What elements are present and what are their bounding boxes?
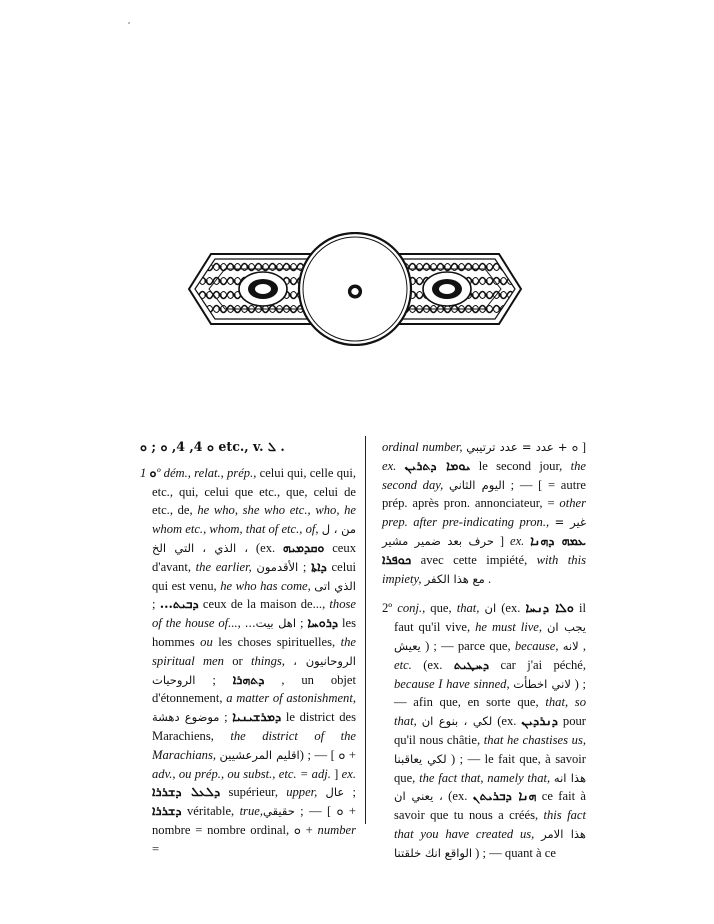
italic-run: because I have sinned, (394, 676, 510, 691)
right-column (382, 438, 586, 863)
italic-run: upper, (286, 785, 318, 800)
text-run: le second jour, (470, 458, 571, 473)
text-run: les choses spirituelles, (212, 634, 341, 649)
italic-run: the spiritual men (152, 634, 356, 668)
syriac-word: ܕܡܪܫܝܢܝܐ (232, 709, 282, 725)
italic-run: dém., relat., prép., (163, 465, 257, 480)
entry-letter: ܘ (149, 464, 157, 480)
syriac-word: ܥܡܗ ܕܗܢܐ ܟܘܦܪܐ (382, 532, 586, 567)
text-run: celui qui est venu, (152, 559, 356, 593)
italic-run: he who, she who etc., who, he whom etc., whom, that of etc., of, (152, 503, 356, 537)
text-run (285, 654, 293, 668)
continuation-body (382, 440, 586, 586)
italic-run: that, so that, (394, 695, 586, 729)
italic-run: other prep. after pre-indicating pron., (382, 496, 586, 530)
arabic-gloss: اهل بيت... (244, 616, 297, 631)
arabic-gloss: هذا انه ، يعني ان (394, 770, 587, 804)
italic-run: because, (514, 638, 559, 653)
arabic-gloss: حقيقي (263, 804, 295, 819)
arabic-gloss: الأقدمون (256, 559, 299, 574)
text-run: (ex. (442, 789, 473, 804)
italic-run: he must live, (475, 620, 543, 635)
text-run: ; (344, 785, 356, 800)
italic-run: the earlier, (195, 559, 252, 574)
forms-line (140, 438, 356, 457)
italic-run: ordinal number, (382, 440, 463, 454)
arabic-gloss: اليوم الثاني (449, 477, 505, 492)
syriac-word: ܕܚܛܝܬ (453, 656, 490, 672)
text-run: ; (152, 597, 160, 612)
italic-run: this fact that you have created us, (394, 808, 586, 841)
arabic-gloss: هذا الامر الواقع انك خلقتنا (394, 826, 586, 860)
syriac-word: ܕܬܗܪܐ (232, 671, 265, 687)
text-run: ceux d'avant, (152, 540, 356, 574)
arabic-gloss: عال (325, 785, 345, 800)
italic-run: things, (251, 653, 285, 668)
text-run: ; — [ ܘ + nombre = nombre ordinal, ܘ + (152, 804, 356, 837)
text-run: ] (578, 440, 587, 454)
italic-run: ex. (382, 458, 397, 473)
text-run: ) ; — le fait que, à savoir que, (394, 751, 586, 785)
text-run: (ex. (411, 657, 454, 672)
text-run (396, 459, 404, 473)
arabic-gloss: غير = حرف بعد ضمير مشير (382, 515, 587, 548)
italic-run: ex. (341, 766, 356, 781)
arabic-gloss: لانه (562, 638, 579, 653)
arabic-gloss: لاني اخطأت (513, 676, 571, 691)
italic-run: conj., (397, 601, 426, 616)
left-column (140, 438, 356, 859)
text-run: ; (296, 616, 308, 631)
italic-run: number (317, 822, 356, 837)
syriac-word: ܘܩܕܡܝܗ (282, 539, 325, 555)
text-run: (ex. (496, 601, 526, 616)
text-run: ) ; — [ ܘ + (299, 747, 356, 762)
text-run: supérieur, (220, 785, 287, 800)
arabic-gloss: ان (484, 601, 497, 616)
italic-run: a matter of astonishment, (226, 691, 356, 706)
italic-run: the district of the Marachians, (152, 728, 356, 762)
text-run: = (152, 841, 160, 856)
italic-run: ou (200, 634, 213, 649)
text-run: ) ; — afin que, en sorte que, (394, 676, 586, 710)
arabic-gloss: الذي اتى (314, 578, 356, 593)
text-run: , un objet d'étonnement, (152, 672, 357, 706)
text-run: or (223, 653, 251, 668)
syriac-word: ܝܘܡܐ ܕܬܪܝܢ (404, 457, 471, 473)
text-run: ; (298, 559, 312, 574)
continuation-paragraph (382, 438, 586, 588)
text-run (317, 785, 325, 799)
sense-1-paragraph (140, 464, 356, 859)
text-run: que, (425, 601, 457, 616)
sense-2-number: 2º (382, 601, 393, 616)
italic-run: adv., ou prép., ou subst., etc. = adj. (152, 766, 331, 781)
arabic-gloss: موضوع دهشة (152, 710, 220, 725)
syriac-word: ܘܠܐ ܕܢܚܐ (525, 600, 574, 616)
text-run: les hommes (152, 616, 356, 649)
page-speck (128, 22, 130, 24)
text-run: le district des Marachiens, (152, 710, 357, 743)
syriac-word: ܗܢܐ ܕܒܪܝܬܢ (472, 788, 537, 804)
text-run: ; — [ = autre prép. après pron. annonciateur, = (382, 477, 586, 511)
sense-1-number: 1º (140, 465, 161, 480)
text-run: ceux de la maison de..., (198, 597, 330, 612)
syriac-word: ܕܠܥܠ ܕܫܪܪܐ (152, 784, 221, 800)
text-run: ce fait à savoir que tu nous a créés, (394, 789, 586, 823)
syriac-word: ܕܒܝܬ... (159, 596, 199, 612)
chapter-ornament (185, 232, 525, 346)
italic-run: the second day, (382, 458, 586, 492)
chapter-letter: ܘ (346, 271, 364, 306)
italic-run: the fact that, namely that, (419, 770, 551, 785)
italic-run: ex. (510, 533, 525, 548)
arabic-gloss: اقليم المرعشيين (219, 747, 300, 762)
column-divider (365, 436, 366, 824)
text-run: ; (195, 672, 233, 687)
italic-run: with this impiety, (382, 552, 586, 586)
text-run: (ex. (248, 540, 283, 555)
syriac-word: ܕܢܪܕܝܢ (521, 713, 558, 729)
arabic-gloss: ܘ + عدد = عدد ترتيبي (466, 440, 579, 454)
text-run: il faut qu'il vive, (394, 601, 586, 635)
italic-run: true, (239, 804, 263, 819)
forms-text: ܘ 4, 4, ܘ ; ܘ etc., v. ܠ . (140, 439, 285, 454)
arabic-gloss: يجب ان يعيش (394, 620, 586, 653)
text-run: . (484, 571, 492, 586)
arabic-gloss: لكي يعاقبنا (394, 751, 447, 766)
syriac-word: ܕܪܘܚܐ (307, 615, 339, 631)
text-run: pour qu'il nous châtie, (394, 714, 586, 747)
text-run: , (578, 638, 586, 653)
arabic-gloss: لكي ، بنوع ان (421, 714, 493, 729)
syriac-word: ܕܐܬܐ (311, 558, 327, 574)
text-run: ) ; — parce que, (420, 638, 515, 653)
italic-run: he who has come, (220, 578, 311, 593)
text-run: ] (493, 533, 510, 548)
text-run: ] (330, 766, 342, 781)
text-run: car j'ai péché, (489, 657, 587, 672)
italic-run: those of the house of..., (152, 597, 356, 631)
text-run: ) ; — quant à ce (472, 845, 556, 860)
arabic-gloss: من ، ل ، الذي ، التي الخ (152, 522, 356, 555)
text-run: ; (219, 710, 233, 725)
text-run: (ex. (492, 714, 522, 729)
text-run: celui qui, celle qui, etc., qui, celui que etc., que, celui de etc., de, (152, 465, 356, 518)
arabic-gloss: مع هذا الكفر (424, 571, 485, 586)
sense-2-paragraph (382, 599, 586, 862)
italic-run: that he chastises us, (483, 732, 586, 747)
text-run: véritable, (181, 804, 240, 819)
italic-run: that, (456, 601, 480, 616)
sense-2-body (394, 601, 586, 859)
arabic-gloss: الروحانيون ، الروحيات (152, 653, 356, 687)
text-run: avec cette impiété, (411, 552, 537, 567)
italic-run: etc. (394, 657, 412, 672)
syriac-word: ܕܫܪܪܐ (152, 803, 182, 819)
